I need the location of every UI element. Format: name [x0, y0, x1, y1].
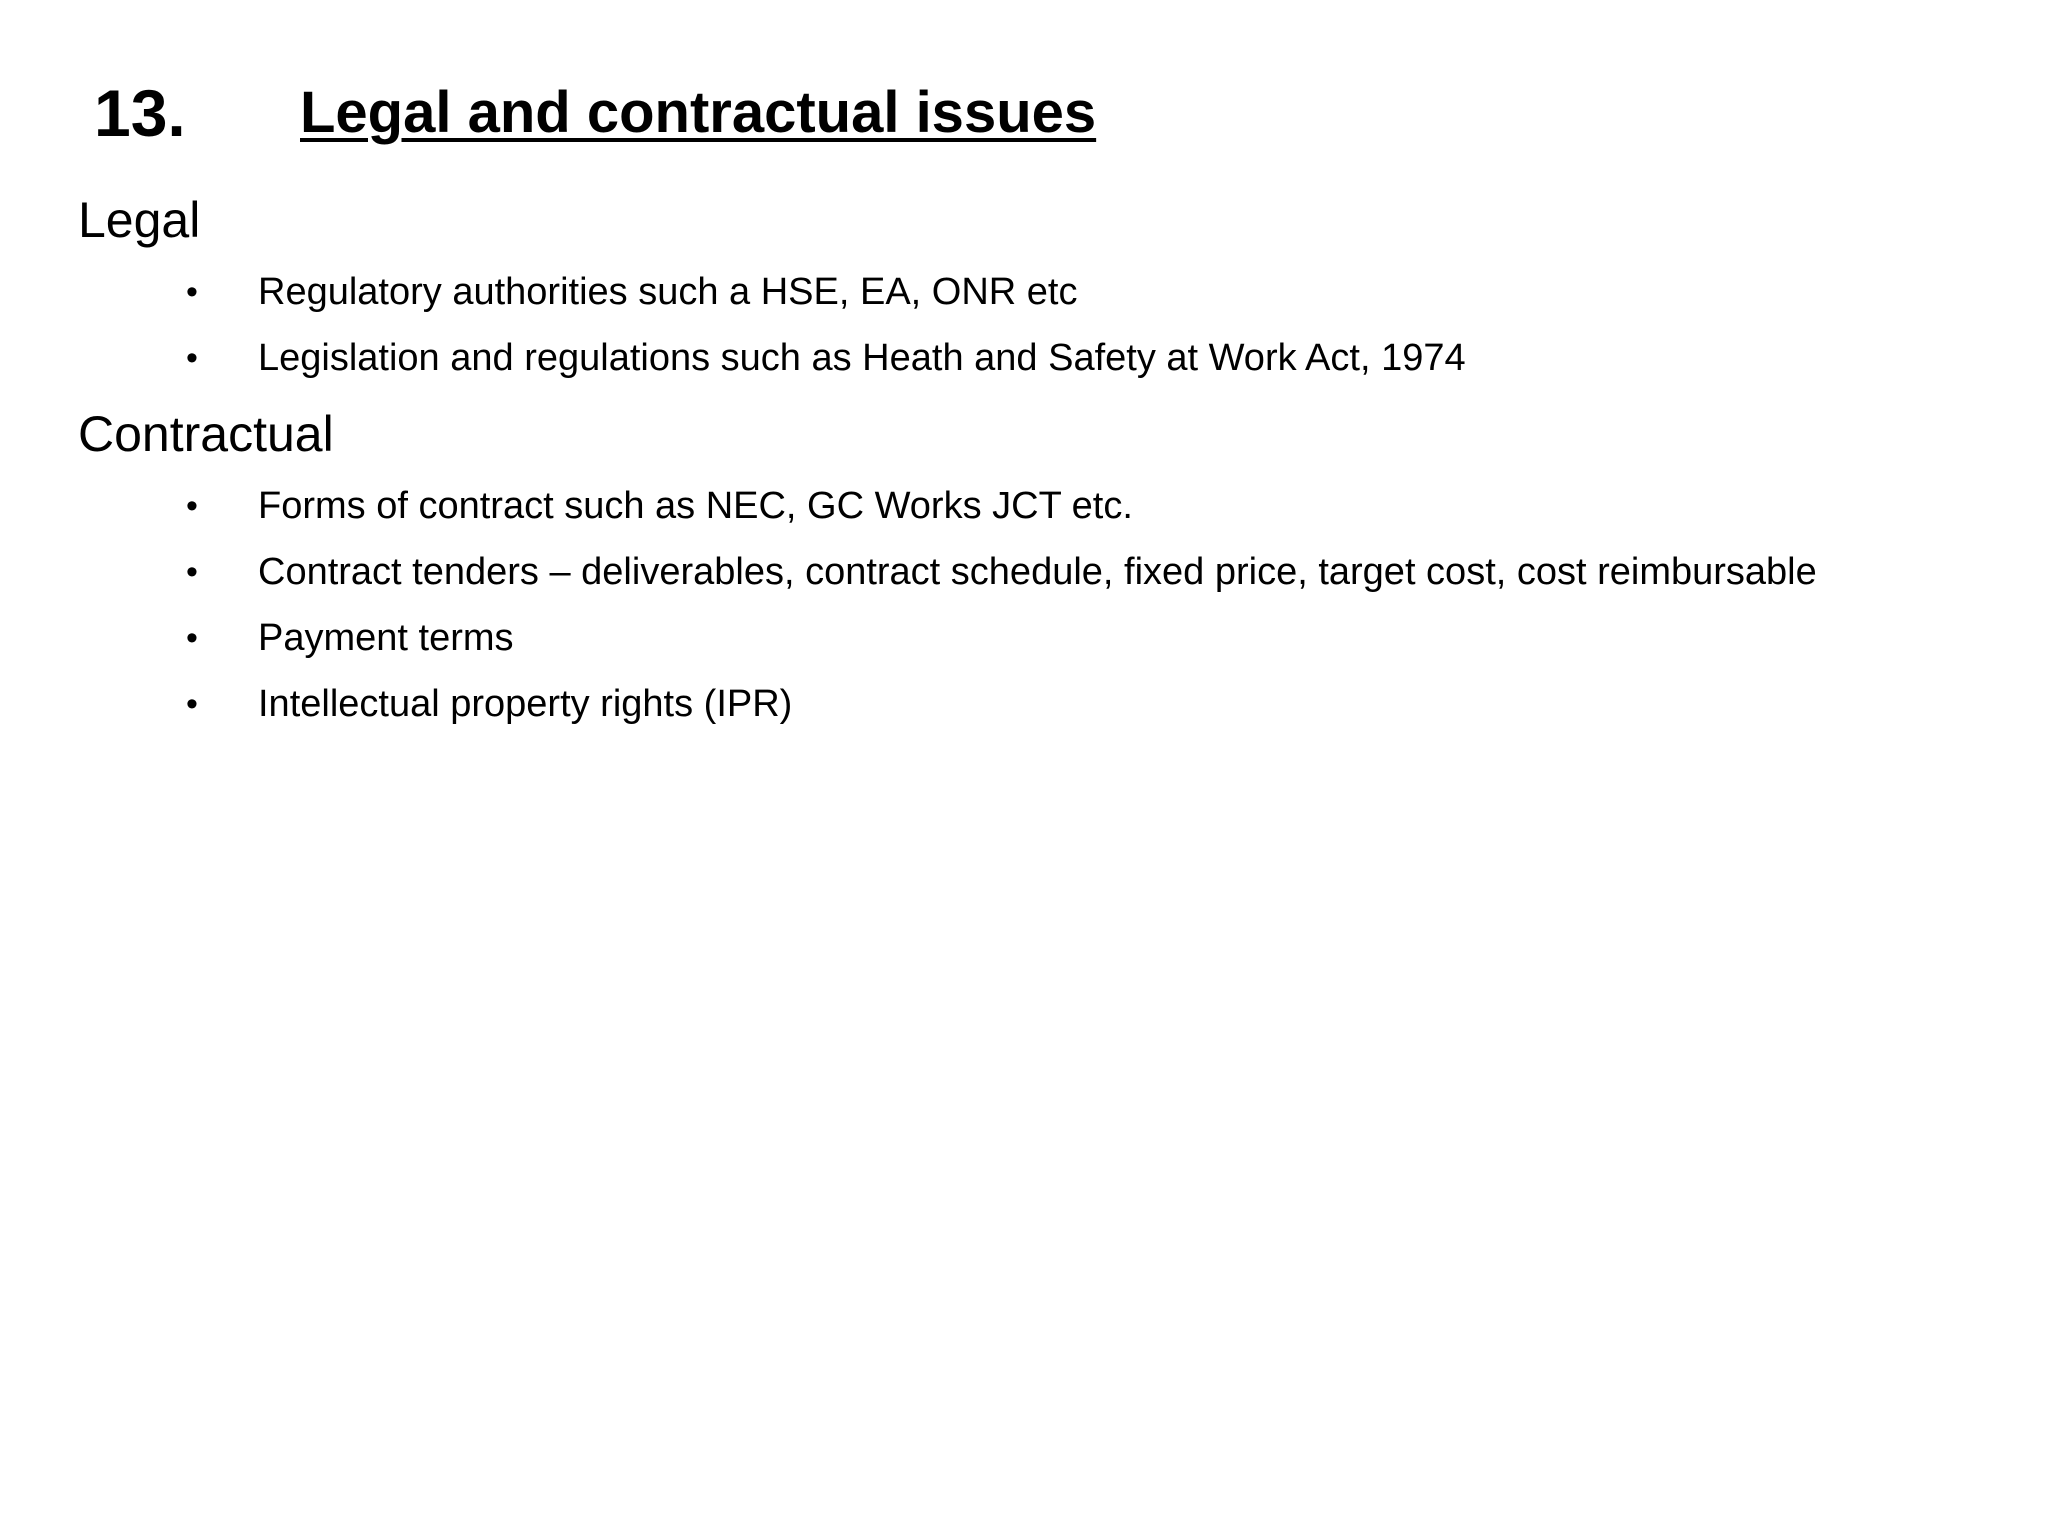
bullet-icon: •: [186, 685, 198, 723]
title-number: 13.: [94, 76, 186, 150]
list-item-text: Forms of contract such as NEC, GC Works JCT etc.: [258, 485, 1133, 527]
bullet-icon: •: [186, 619, 198, 657]
list-item-text: Contract tenders – deliverables, contract schedule, fixed price, target cost, cost reimbursable: [258, 551, 1817, 593]
bullet-icon: •: [186, 553, 198, 591]
bullet-icon: •: [186, 273, 198, 311]
list-item-text: Intellectual property rights (IPR): [258, 683, 793, 725]
title-text: Legal and contractual issues: [300, 80, 1097, 145]
bullet-icon: •: [186, 487, 198, 525]
list-item-text: Regulatory authorities such a HSE, EA, ONR etc: [258, 271, 1078, 313]
section-heading-legal: Legal: [78, 192, 201, 248]
list-item-text: Legislation and regulations such as Heath and Safety at Work Act, 1974: [258, 337, 1466, 379]
bullet-icon: •: [186, 339, 198, 377]
list-item-text: Payment terms: [258, 617, 514, 659]
section-heading-contractual: Contractual: [78, 406, 334, 462]
